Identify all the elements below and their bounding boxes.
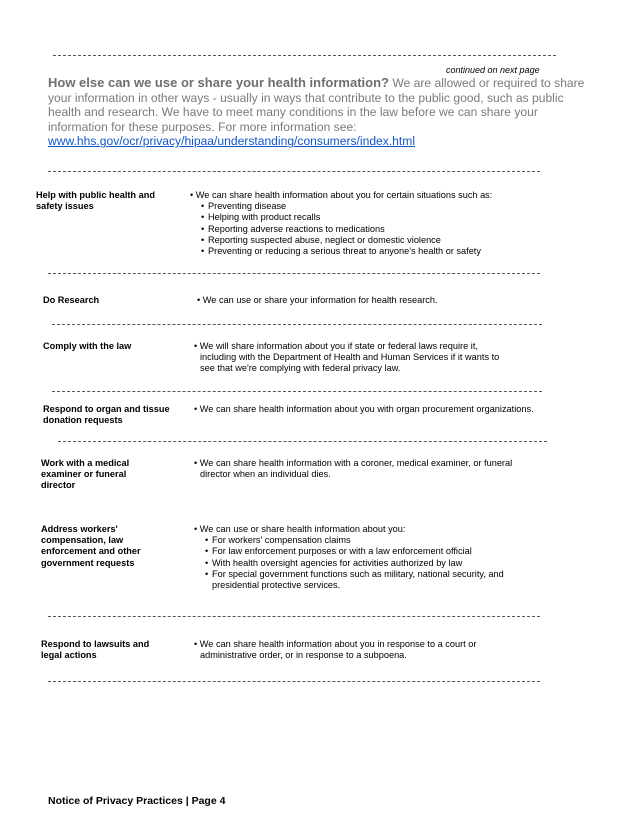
row-text-continued: see that we're complying with federal privacy law. (200, 363, 401, 374)
list-item: • Reporting suspected abuse, neglect or domestic violence (201, 235, 550, 246)
row-description (194, 458, 554, 480)
row-description (194, 524, 534, 591)
hhs-privacy-link[interactable]: www.hhs.gov/ocr/privacy/hipaa/understanding/consumers/index.html (48, 134, 416, 149)
row-text-continued: administrative order, or in response to a subpoena. (200, 650, 407, 661)
row-text: • We can share health information with a coroner, medical examiner, or funeral (194, 458, 513, 468)
divider (53, 55, 556, 56)
row-label: Respond to organ and tissue donation requests (43, 404, 170, 426)
row-text: • We can use or share health information about you: (194, 524, 406, 534)
divider (52, 391, 542, 392)
row-label: Help with public health and safety issues (36, 190, 155, 212)
row-label: Respond to lawsuits and legal actions (41, 639, 150, 661)
row-description (190, 190, 550, 257)
row-text: • We can share health information about you with organ procurement organizations. (194, 404, 534, 414)
divider (48, 681, 540, 682)
list-item: • For special government functions such as military, national security, and presidential protective services. (205, 569, 534, 591)
list-item: • Helping with product recalls (201, 212, 550, 223)
bullet-list (194, 535, 534, 591)
row-description (197, 295, 557, 306)
intro-section (48, 76, 588, 149)
list-item: • Preventing or reducing a serious threat to anyone's health or safety (201, 246, 550, 257)
list-item: • Preventing disease (201, 201, 550, 212)
row-description (194, 404, 564, 415)
divider (48, 171, 540, 172)
row-text: • We will share information about you if state or federal laws require it, (194, 341, 478, 351)
divider (48, 616, 540, 617)
divider (58, 441, 547, 442)
row-label: Work with a medical examiner or funeral director (41, 458, 130, 491)
section-heading: How else can we use or share your health information? (48, 75, 389, 90)
list-item: • With health oversight agencies for activities authorized by law (205, 558, 534, 569)
divider (48, 273, 540, 274)
row-text: • We can use or share your information for health research. (197, 295, 438, 305)
divider (52, 324, 542, 325)
row-label: Address workers' compensation, law enforcement and other government requests (41, 524, 141, 568)
list-item: • For workers' compensation claims (205, 535, 534, 546)
bullet-list (190, 201, 550, 257)
row-label: Do Research (43, 295, 100, 305)
row-text: • We can share health information about you for certain situations such as: (190, 190, 493, 200)
row-label: Comply with the law (43, 341, 132, 351)
intro-body: We are allowed or required to share your information in other ways - usually in ways that contribute to the public good, such as public health and research. We have to meet many conditions in the law before we can share your information for these purposes. For more information see: (48, 76, 585, 134)
continued-note: continued on next page (446, 65, 540, 75)
list-item: • For law enforcement purposes or with a law enforcement official (205, 546, 534, 557)
row-text-continued: including with the Department of Health and Human Services if it wants to (200, 352, 500, 363)
row-description (194, 341, 554, 375)
row-description (194, 639, 554, 661)
row-text: • We can share health information about you in response to a court or (194, 639, 477, 649)
list-item: • Reporting adverse reactions to medications (201, 224, 550, 235)
row-text-continued: director when an individual dies. (200, 469, 331, 480)
page-footer: Notice of Privacy Practices | Page 4 (48, 795, 226, 807)
